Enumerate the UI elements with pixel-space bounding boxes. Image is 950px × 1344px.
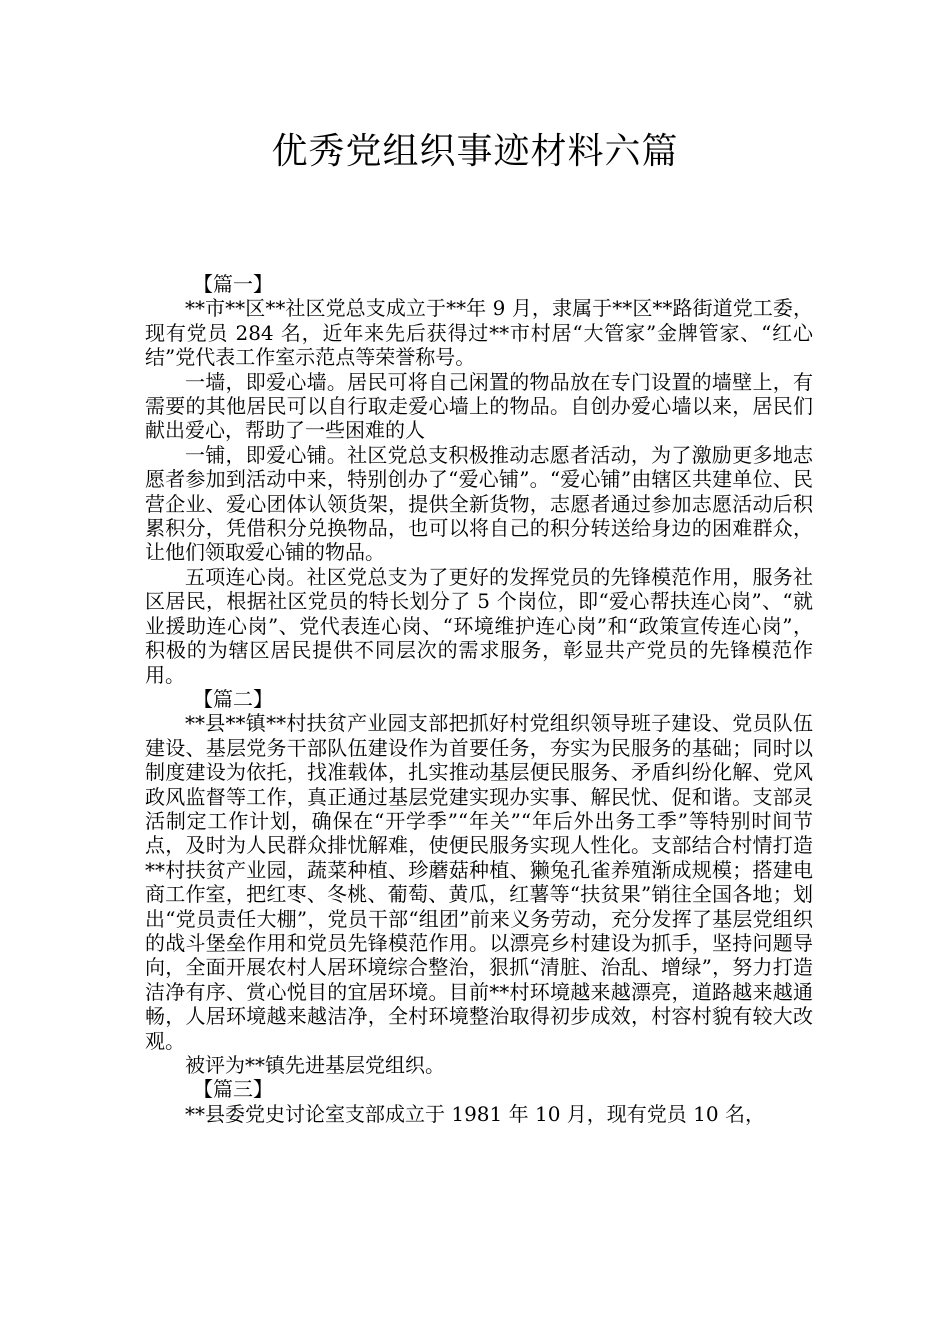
paragraph: **市**区**社区党总支成立于**年 9 月，隶属于**区**路街道党工委，现有党员 284 名，近年来先后获得过**市村居“大管家”金牌管家、“红心结”党代表工作室示范点等荣誉称号。 [145,296,813,370]
section-heading-3: 【篇三】 [193,1077,273,1102]
paragraph: 一铺，即爱心铺。社区党总支积极推动志愿者活动，为了激励更多地志愿者参加到活动中来，特别创办了“爱心铺”。“爱心铺”由辖区共建单位、民营企业、爱心团体认领货架，提供全新货物，志愿者通过参加志愿活动后积累积分，凭借积分兑换物品，也可以将自己的积分转送给身边的困难群众，让他们领取爱心铺的物品。 [145,442,813,565]
section-heading-1: 【篇一】 [193,272,273,296]
document-body [145,272,813,1126]
document-title: 优秀党组织事迹材料六篇 [271,131,679,172]
section-heading-2: 【篇二】 [193,686,273,711]
paragraph: **县**镇**村扶贫产业园支部把抓好村党组织领导班子建设、党员队伍建设、基层党务干部队伍建设作为首要任务，夯实为民服务的基础；同时以制度建设为依托，找准载体，扎实推动基层便民服务、矛盾纠纷化解、党风政风监督等工作，真正通过基层党建实现办实事、解民忧、促和谐。支部灵活制定工作计划，确保在“开学季”“年关”“年后外出务工季”等特别时间节点，及时为人民群众排忧解难，使便民服务实现人性化。支部结合村情打造**村扶贫产业园，蔬菜种植、珍蘑菇种植、獭兔孔雀养殖渐成规模；搭建电商工作室，把红枣、冬桃、葡萄、黄瓜，红薯等“扶贫果”销往全国各地；划出“党员责任大棚”，党员干部“组团”前来义务劳动，充分发挥了基层党组织的战斗堡垒作用和党员先锋模范作用。以漂亮乡村建设为抓手，坚持问题导向，全面开展农村人居环境综合整治，狠抓“清脏、治乱、增绿”，努力打造洁净有序、赏心悦目的宜居环境。目前**村环境越来越漂亮，道路越来越通畅，人居环境越来越洁净，全村环境整治取得初步成效，村容村貌有较大改观。 [145,711,813,1053]
paragraph: 被评为**镇先进基层党组织。 [185,1053,445,1077]
paragraph: **县委党史讨论室支部成立于 1981 年 10 月，现有党员 10 名， [185,1101,765,1126]
paragraph: 五项连心岗。社区党总支为了更好的发挥党员的先锋模范作用，服务社区居民，根据社区党员的特长划分了 5 个岗位，即“爱心帮扶连心岗”、“就业援助连心岗”、党代表连心岗、“环境维护连心岗”和“政策宣传连心岗”，积极的为辖区居民提供不同层次的需求服务，彰显共产党员的先锋模范作用。 [145,564,813,687]
paragraph: 一墙，即爱心墙。居民可将自己闲置的物品放在专门设置的墙壁上，有需要的其他居民可以自行取走爱心墙上的物品。自创办爱心墙以来，居民们献出爱心，帮助了一些困难的人 [145,369,813,443]
